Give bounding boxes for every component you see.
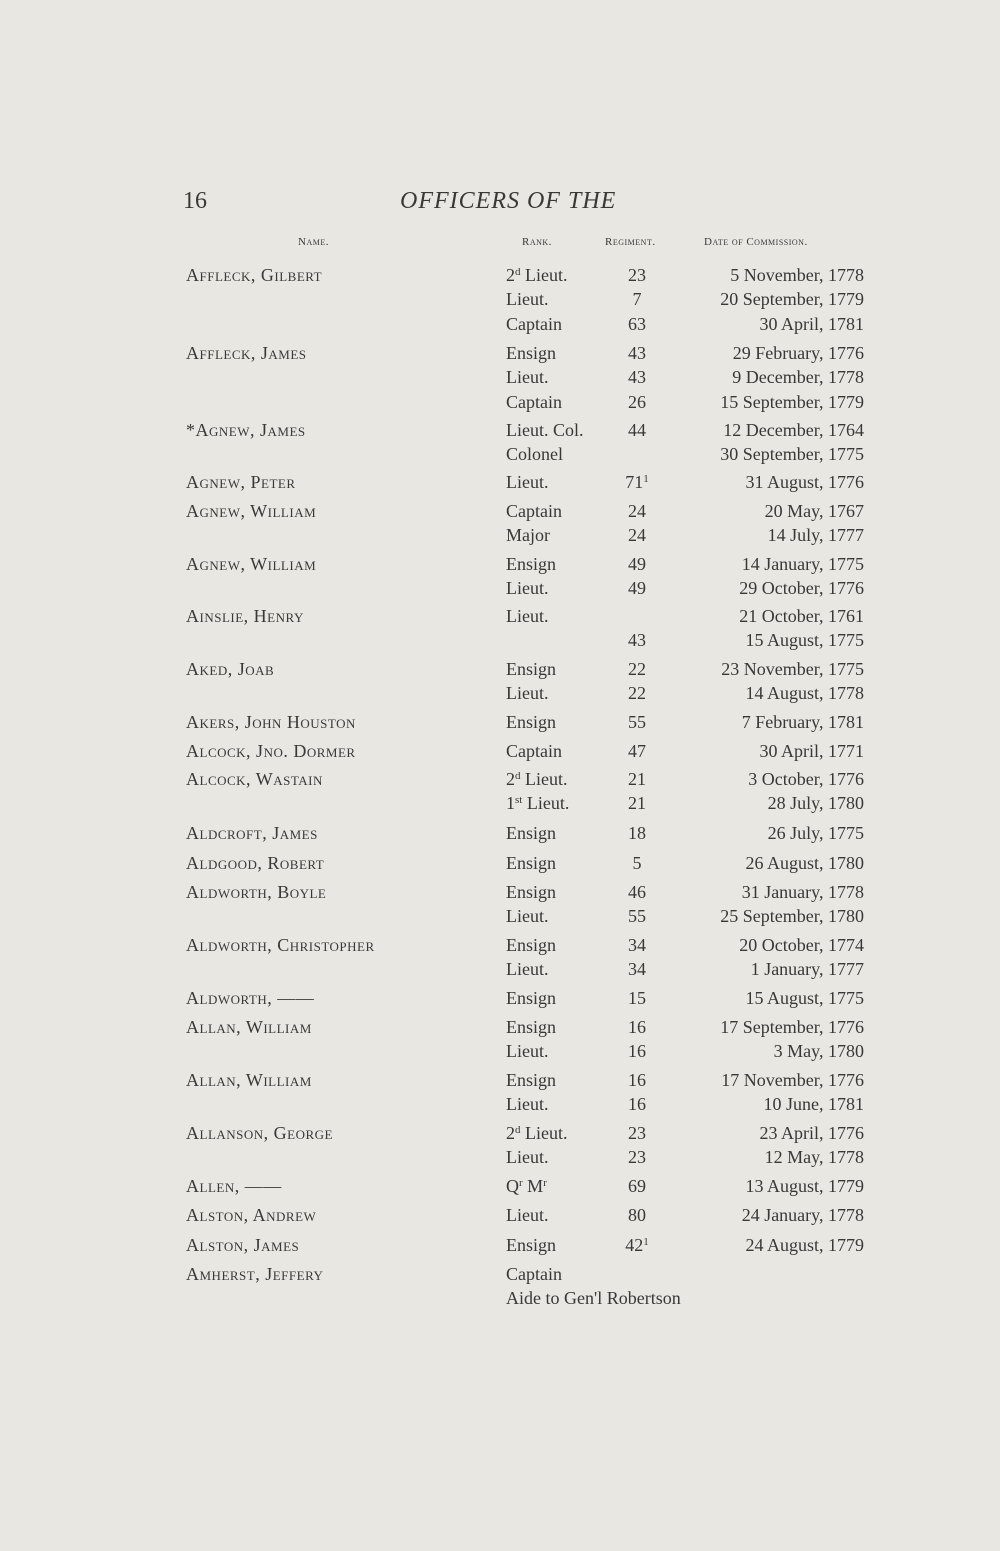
table-row bbox=[0, 959, 1000, 985]
rank-cell: Captain bbox=[506, 1264, 562, 1284]
officer-name: Amherst, Jeffery bbox=[186, 1264, 324, 1284]
table-row bbox=[0, 420, 1000, 446]
rank-cell: 2$^d$ Lieut. bbox=[506, 265, 568, 285]
table-row bbox=[0, 606, 1000, 632]
regiment-cell: 22 bbox=[628, 683, 646, 703]
regiment-cell: 55 bbox=[628, 712, 646, 732]
regiment-cell: 43 bbox=[628, 343, 646, 363]
rank-superscript: d bbox=[515, 266, 521, 278]
rank-cell: Ensign bbox=[506, 659, 557, 679]
rank-cell: Lieut. bbox=[506, 1147, 549, 1167]
table-row bbox=[0, 289, 1000, 315]
table-row bbox=[0, 793, 1000, 819]
regiment-cell: 43 bbox=[628, 367, 646, 387]
commission-date: 23 November, 1775 bbox=[721, 659, 864, 679]
commission-date: 30 April, 1781 bbox=[759, 314, 864, 334]
regiment-cell: 44 bbox=[628, 420, 646, 440]
commission-date: 29 February, 1776 bbox=[732, 343, 864, 363]
table-row bbox=[0, 1123, 1000, 1149]
commission-date: 26 August, 1780 bbox=[745, 853, 864, 873]
commission-date: 3 May, 1780 bbox=[773, 1041, 864, 1061]
table-row bbox=[0, 882, 1000, 908]
commission-date: 10 June, 1781 bbox=[763, 1094, 864, 1114]
officer-name: Akers, John Houston bbox=[186, 712, 356, 732]
regiment-cell: $42^1$ bbox=[625, 1235, 649, 1255]
commission-date: 20 May, 1767 bbox=[764, 501, 864, 521]
rank-cell: Lieut. bbox=[506, 472, 549, 492]
officer-name: Allan, William bbox=[186, 1017, 312, 1037]
commission-date: 14 January, 1775 bbox=[741, 554, 864, 574]
regiment-cell: 26 bbox=[628, 392, 646, 412]
commission-date: 26 July, 1775 bbox=[767, 823, 864, 843]
table-row bbox=[0, 1041, 1000, 1067]
commission-date: 29 October, 1776 bbox=[739, 578, 864, 598]
rank-cell: Captain bbox=[506, 501, 562, 521]
table-row bbox=[0, 367, 1000, 393]
rank-superscript: r bbox=[543, 1177, 547, 1189]
table-row bbox=[0, 935, 1000, 961]
rank-superscript: d bbox=[515, 1124, 521, 1136]
rank-cell: Aide to Gen'l Robertson bbox=[506, 1288, 681, 1308]
commission-date: 20 October, 1774 bbox=[739, 935, 864, 955]
table-row bbox=[0, 1094, 1000, 1120]
regiment-cell: 23 bbox=[628, 265, 646, 285]
commission-date: 12 May, 1778 bbox=[764, 1147, 864, 1167]
officer-name: Allen, —— bbox=[186, 1176, 282, 1196]
commission-date: 17 September, 1776 bbox=[720, 1017, 864, 1037]
table-row bbox=[0, 1147, 1000, 1173]
officer-name: Allan, William bbox=[186, 1070, 312, 1090]
officer-name: Aked, Joab bbox=[186, 659, 275, 679]
officer-name: Alcock, Wastain bbox=[186, 769, 323, 789]
rank-cell: Ensign bbox=[506, 823, 557, 843]
commission-date: 24 August, 1779 bbox=[745, 1235, 864, 1255]
table-row bbox=[0, 741, 1000, 767]
commission-date: 31 January, 1778 bbox=[741, 882, 864, 902]
rank-superscript: d bbox=[515, 770, 521, 782]
regiment-cell: 16 bbox=[628, 1094, 646, 1114]
commission-date: 30 April, 1771 bbox=[759, 741, 864, 761]
rank-cell: 2$^d$ Lieut. bbox=[506, 769, 568, 789]
table-row bbox=[0, 988, 1000, 1014]
officer-name: Aldworth, —— bbox=[186, 988, 315, 1008]
rank-cell: 2$^d$ Lieut. bbox=[506, 1123, 568, 1143]
rank-cell: Ensign bbox=[506, 343, 557, 363]
commission-date: 20 September, 1779 bbox=[720, 289, 864, 309]
rank-superscript: r bbox=[519, 1177, 523, 1189]
rank-cell: Lieut. bbox=[506, 1041, 549, 1061]
regiment-cell: 34 bbox=[628, 935, 646, 955]
commission-date: 5 November, 1778 bbox=[730, 265, 864, 285]
regiment-cell: 23 bbox=[628, 1123, 646, 1143]
regiment-cell: 16 bbox=[628, 1017, 646, 1037]
rank-cell: Ensign bbox=[506, 988, 557, 1008]
rank-cell: Lieut. bbox=[506, 1205, 549, 1225]
rank-cell: Ensign bbox=[506, 712, 557, 732]
rank-cell: Ensign bbox=[506, 853, 557, 873]
regiment-cell: 5 bbox=[632, 853, 642, 873]
commission-date: 23 April, 1776 bbox=[759, 1123, 864, 1143]
officer-name: Affleck, James bbox=[186, 343, 307, 363]
rank-cell: Lieut. bbox=[506, 683, 549, 703]
table-row bbox=[0, 392, 1000, 418]
table-row bbox=[0, 659, 1000, 685]
rank-cell: Lieut. bbox=[506, 906, 549, 926]
rank-cell: Major bbox=[506, 525, 550, 545]
table-row bbox=[0, 769, 1000, 795]
table-row bbox=[0, 265, 1000, 291]
commission-date: 3 October, 1776 bbox=[748, 769, 864, 789]
regiment-cell: 63 bbox=[628, 314, 646, 334]
commission-date: 30 September, 1775 bbox=[720, 444, 864, 464]
table-row bbox=[0, 578, 1000, 604]
commission-date: 9 December, 1778 bbox=[732, 367, 864, 387]
regiment-cell: 22 bbox=[628, 659, 646, 679]
regiment-cell: 49 bbox=[628, 554, 646, 574]
page-number: 16 bbox=[183, 188, 207, 214]
commission-date: 15 August, 1775 bbox=[745, 988, 864, 1008]
officer-name: Alston, Andrew bbox=[186, 1205, 317, 1225]
regiment-cell: 18 bbox=[628, 823, 646, 843]
officer-name: Alston, James bbox=[186, 1235, 300, 1255]
officer-name: Aldgood, Robert bbox=[186, 853, 325, 873]
officer-name: Agnew, William bbox=[186, 554, 317, 574]
rank-cell: Lieut. bbox=[506, 289, 549, 309]
commission-date: 28 July, 1780 bbox=[767, 793, 864, 813]
table-row bbox=[0, 554, 1000, 580]
table-row bbox=[0, 1264, 1000, 1290]
commission-date: 25 September, 1780 bbox=[720, 906, 864, 926]
regiment-cell: 43 bbox=[628, 630, 646, 650]
table-row bbox=[0, 683, 1000, 709]
regiment-cell: 34 bbox=[628, 959, 646, 979]
table-row bbox=[0, 501, 1000, 527]
rank-cell: Lieut. bbox=[506, 578, 549, 598]
table-row bbox=[0, 1205, 1000, 1231]
table-row bbox=[0, 630, 1000, 656]
regiment-cell: 15 bbox=[628, 988, 646, 1008]
regiment-cell: 24 bbox=[628, 501, 646, 521]
rank-cell: Ensign bbox=[506, 935, 557, 955]
regiment-cell: 49 bbox=[628, 578, 646, 598]
header-regiment: Regiment. bbox=[605, 236, 656, 248]
officer-name: Affleck, Gilbert bbox=[186, 265, 323, 285]
rank-cell: Ensign bbox=[506, 1070, 557, 1090]
table-row bbox=[0, 314, 1000, 340]
regiment-cell: 16 bbox=[628, 1041, 646, 1061]
regiment-cell: 7 bbox=[632, 289, 642, 309]
table-row bbox=[0, 1176, 1000, 1202]
table-row bbox=[0, 525, 1000, 551]
table-row bbox=[0, 343, 1000, 369]
header-name: Name. bbox=[298, 236, 329, 248]
officer-name: Allanson, George bbox=[186, 1123, 333, 1143]
rank-cell: Lieut. bbox=[506, 959, 549, 979]
officer-name: *Agnew, James bbox=[186, 420, 306, 440]
table-row bbox=[0, 906, 1000, 932]
rank-cell: Lieut. bbox=[506, 367, 549, 387]
rank-superscript: st bbox=[515, 794, 523, 806]
rank-cell: Lieut. bbox=[506, 606, 549, 626]
rank-cell: Captain bbox=[506, 392, 562, 412]
officer-name: Aldworth, Boyle bbox=[186, 882, 327, 902]
rank-cell: 1st Lieut. bbox=[506, 793, 570, 813]
regiment-cell: $71^1$ bbox=[625, 472, 649, 492]
officer-name: Aldcroft, James bbox=[186, 823, 318, 843]
regiment-superscript: 1 bbox=[643, 473, 649, 485]
commission-date: 24 January, 1778 bbox=[741, 1205, 864, 1225]
rank-cell: Lieut. bbox=[506, 1094, 549, 1114]
regiment-cell: 24 bbox=[628, 525, 646, 545]
page-title: OFFICERS OF THE bbox=[400, 188, 617, 214]
rank-cell: $Q^r$ $M^r$ bbox=[506, 1176, 547, 1196]
rank-cell: Ensign bbox=[506, 554, 557, 574]
table-row bbox=[0, 1017, 1000, 1043]
regiment-cell: 47 bbox=[628, 741, 646, 761]
table-row bbox=[0, 1235, 1000, 1261]
officer-name: Agnew, Peter bbox=[186, 472, 296, 492]
header-rank: Rank. bbox=[522, 236, 552, 248]
regiment-cell: 69 bbox=[628, 1176, 646, 1196]
commission-date: 21 October, 1761 bbox=[739, 606, 864, 626]
regiment-cell: 21 bbox=[628, 793, 646, 813]
table-row bbox=[0, 1070, 1000, 1096]
table-row bbox=[0, 1288, 1000, 1314]
header-date: Date of Commission. bbox=[704, 236, 808, 248]
commission-date: 15 August, 1775 bbox=[745, 630, 864, 650]
table-row bbox=[0, 472, 1000, 498]
officer-name: Aldworth, Christopher bbox=[186, 935, 375, 955]
rank-cell: Ensign bbox=[506, 1017, 557, 1037]
rank-cell: Captain bbox=[506, 741, 562, 761]
regiment-cell: 55 bbox=[628, 906, 646, 926]
commission-date: 14 August, 1778 bbox=[745, 683, 864, 703]
commission-date: 7 February, 1781 bbox=[741, 712, 864, 732]
table-row bbox=[0, 712, 1000, 738]
rank-cell: Ensign bbox=[506, 1235, 557, 1255]
table-row bbox=[0, 823, 1000, 849]
officer-name: Ainslie, Henry bbox=[186, 606, 304, 626]
commission-date: 17 November, 1776 bbox=[721, 1070, 864, 1090]
regiment-cell: 80 bbox=[628, 1205, 646, 1225]
rank-cell: Ensign bbox=[506, 882, 557, 902]
regiment-cell: 23 bbox=[628, 1147, 646, 1167]
commission-date: 14 July, 1777 bbox=[767, 525, 864, 545]
officer-name: Alcock, Jno. Dormer bbox=[186, 741, 356, 761]
commission-date: 15 September, 1779 bbox=[720, 392, 864, 412]
commission-date: 13 August, 1779 bbox=[745, 1176, 864, 1196]
commission-date: 31 August, 1776 bbox=[745, 472, 864, 492]
commission-date: 12 December, 1764 bbox=[723, 420, 864, 440]
regiment-cell: 21 bbox=[628, 769, 646, 789]
table-row bbox=[0, 444, 1000, 470]
table-row bbox=[0, 853, 1000, 879]
rank-cell: Captain bbox=[506, 314, 562, 334]
regiment-cell: 46 bbox=[628, 882, 646, 902]
regiment-superscript: 1 bbox=[643, 1236, 649, 1248]
officer-name: Agnew, William bbox=[186, 501, 317, 521]
rank-cell: Lieut. Col. bbox=[506, 420, 584, 440]
commission-date: 1 January, 1777 bbox=[750, 959, 864, 979]
rank-cell: Colonel bbox=[506, 444, 563, 464]
regiment-cell: 16 bbox=[628, 1070, 646, 1090]
